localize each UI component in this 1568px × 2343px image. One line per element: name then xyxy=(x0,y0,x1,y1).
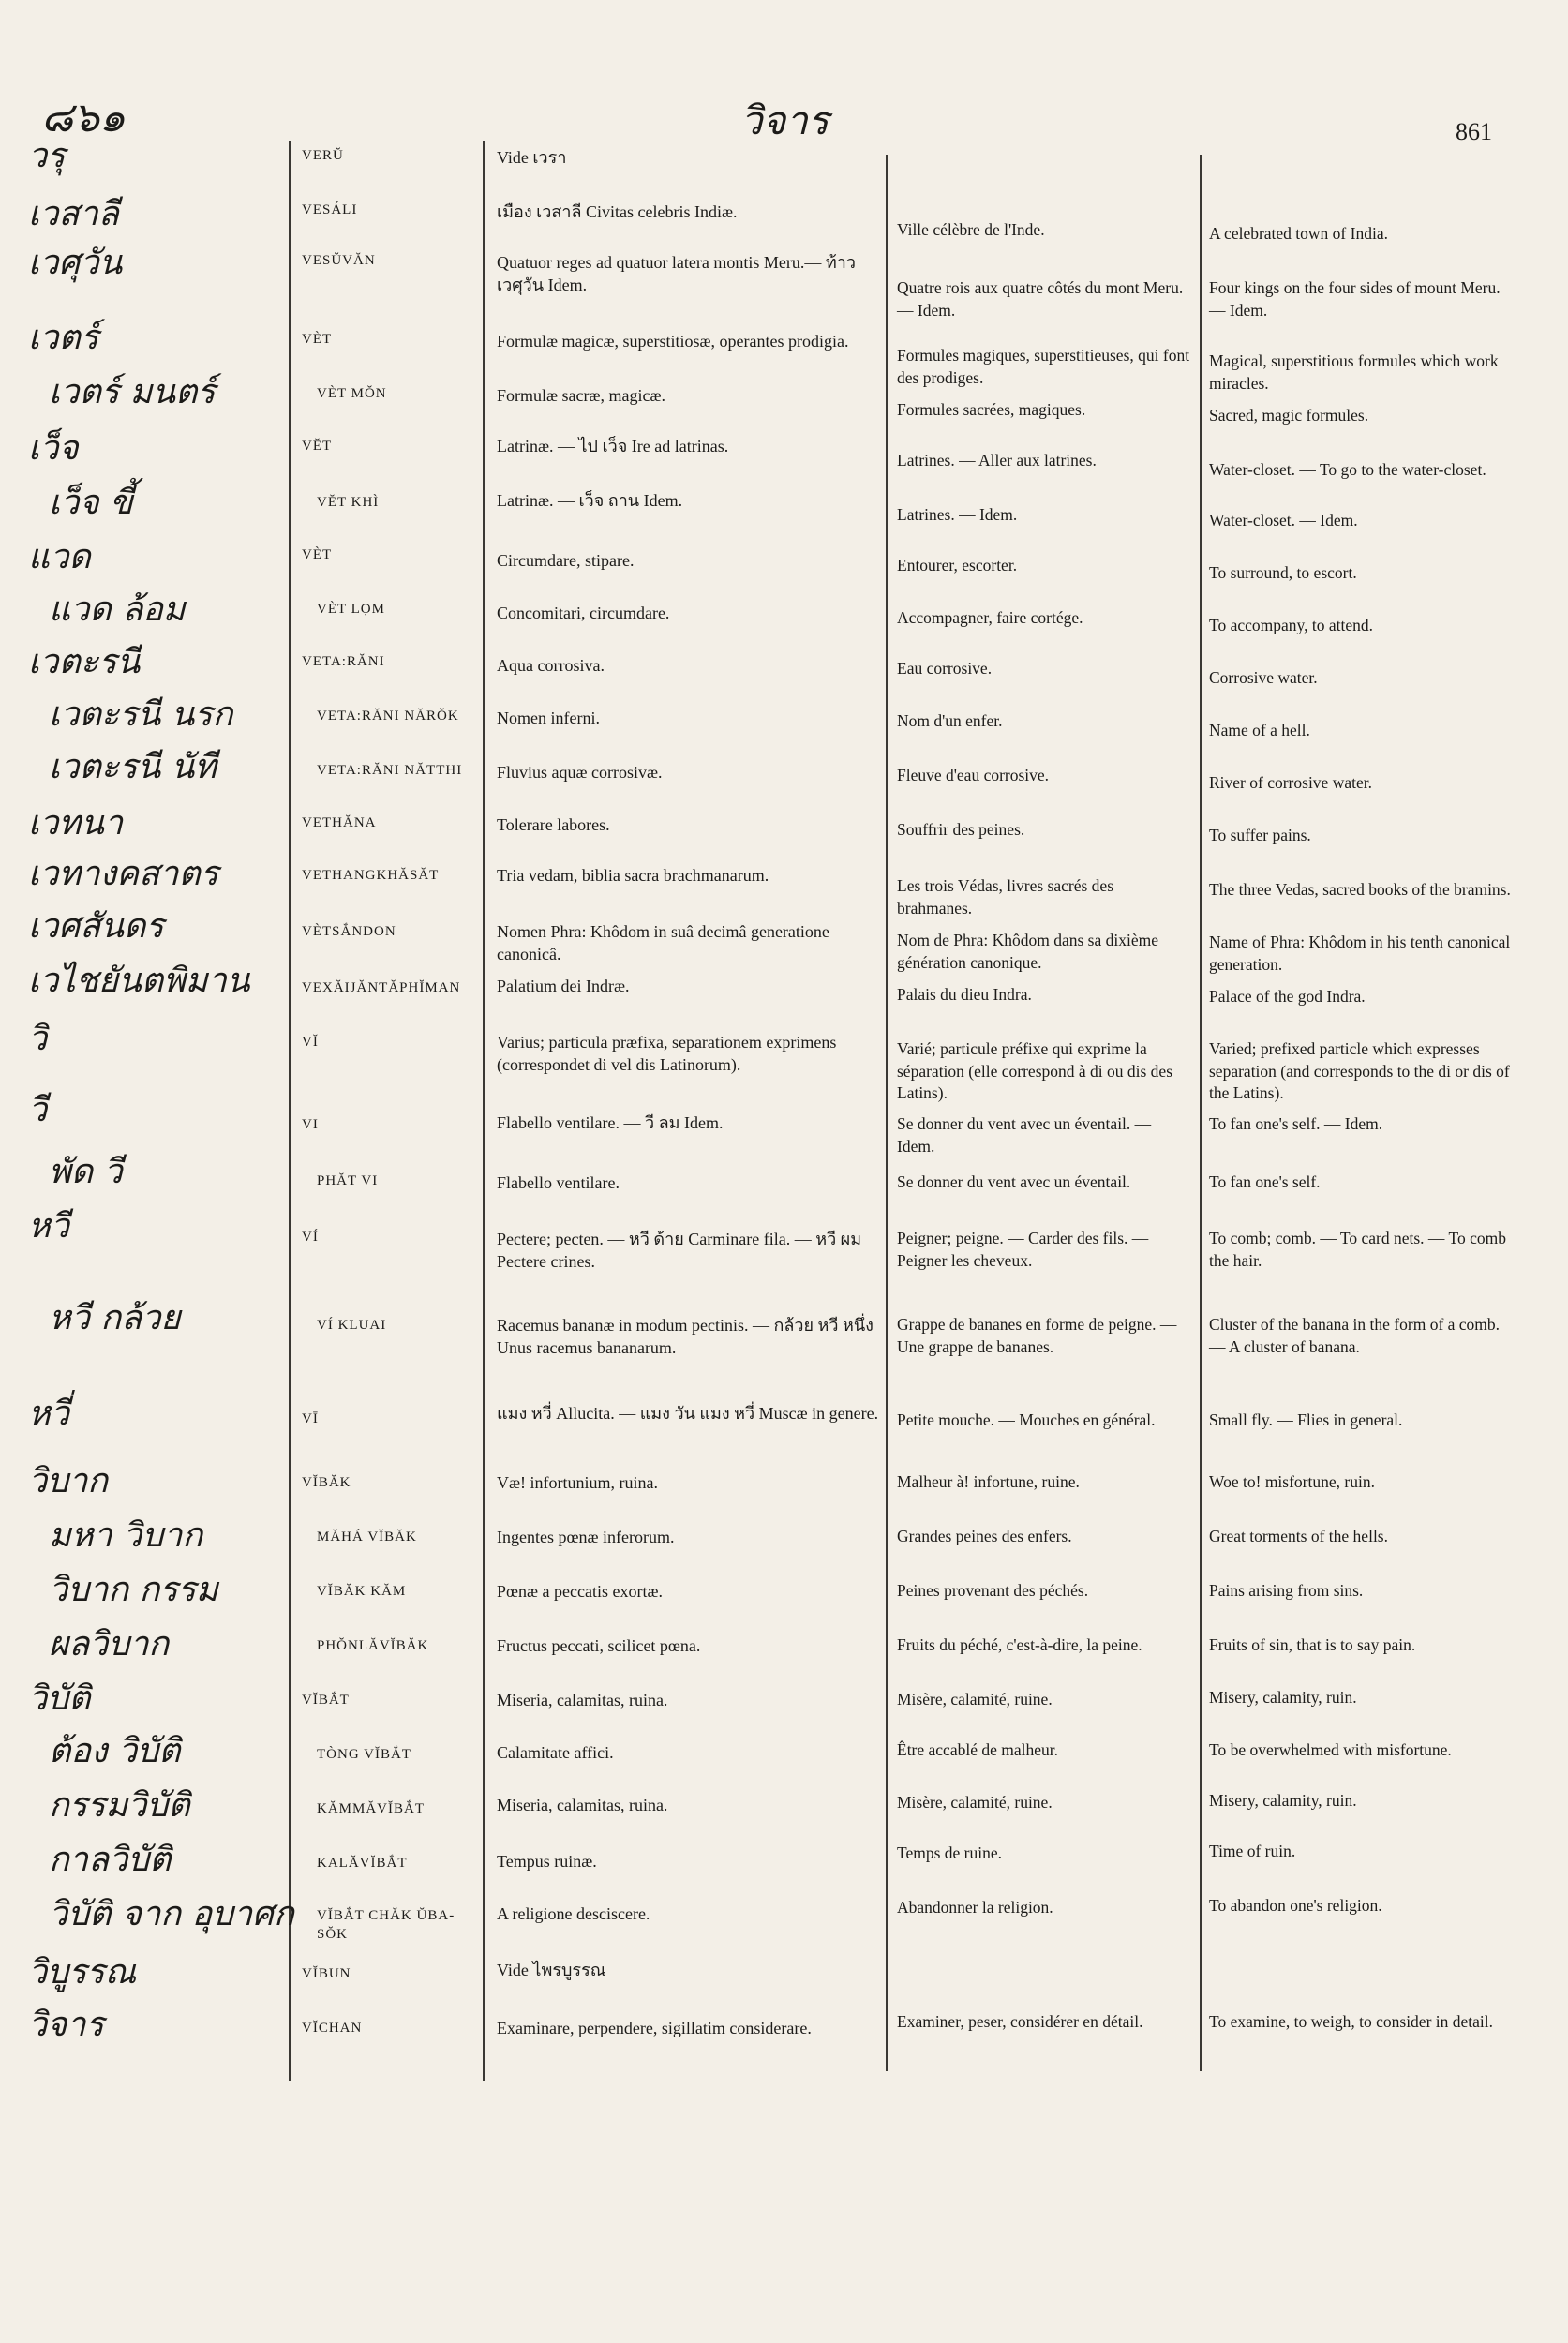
page-number: 861 xyxy=(1456,118,1492,145)
latin-definition: Væ! infortunium, ruina. xyxy=(497,1473,658,1492)
latin-definition: Vide เวรา xyxy=(497,148,567,167)
french-definition: Formules sacrées, magiques. xyxy=(897,400,1086,419)
english-definition: River of corrosive water. xyxy=(1209,773,1372,792)
romanization: VETHĂNA xyxy=(302,815,377,830)
thai-page-number: ๘๖๑ xyxy=(41,94,126,142)
romanization: VĬBĂK xyxy=(302,1475,351,1490)
english-definition: A celebrated town of India. xyxy=(1209,224,1388,243)
french-definition: Examiner, peser, considérer en détail. xyxy=(897,2012,1143,2031)
romanization: VESŬVĂN xyxy=(302,253,376,268)
french-definition: Entourer, escorter. xyxy=(897,556,1018,575)
romanization: VETA:RĂNI NĂRŎK xyxy=(317,709,459,724)
english-definition: Sacred, magic formules. xyxy=(1209,406,1369,425)
latin-definition: Racemus bananæ in modum pectinis. — กล้วย หวี หนึ่ง Unus racemus bananarum. xyxy=(497,1316,874,1358)
english-definition: Pains arising from sins. xyxy=(1209,1581,1364,1600)
thai-headword: เวสาลี xyxy=(28,195,119,233)
french-definition: Abandonner la religion. xyxy=(897,1898,1053,1917)
latin-definition: Formulæ sacræ, magicæ. xyxy=(497,386,665,405)
romanization: VESÁLI xyxy=(302,202,358,217)
french-definition: Grandes peines des enfers. xyxy=(897,1527,1072,1545)
romanization: TÒNG VĬBẮT xyxy=(317,1747,411,1762)
english-definition: Name of Phra: Khôdom in his tenth canonical generation. xyxy=(1209,933,1511,974)
thai-headword: เวศสันดร xyxy=(28,907,164,946)
romanization: VĬBẮT CHĂK ŬBA-SŎK xyxy=(317,1908,455,1943)
romanization: VÈTSẮNDON xyxy=(302,924,396,939)
guide-word: วิจาร xyxy=(740,97,829,143)
latin-definition: Palatium dei Indræ. xyxy=(497,977,630,995)
romanization: MĂHÁ VĬBĂK xyxy=(317,1530,417,1545)
thai-headword: วิบาก xyxy=(28,1462,109,1500)
romanization: VÍ xyxy=(302,1230,319,1245)
thai-headword: มหา วิบาก xyxy=(49,1516,203,1555)
latin-definition: Latrinæ. — ไป เว็จ Ire ad latrinas. xyxy=(497,437,729,455)
latin-definition: Varius; particula præfixa, separationem exprimens (correspondet di vel dis Latinorum). xyxy=(497,1033,837,1075)
thai-headword: วิบูรรณ xyxy=(28,1953,137,1992)
english-definition: Four kings on the four sides of mount Meru. — Idem. xyxy=(1209,278,1501,320)
latin-definition: Fluvius aquæ corrosivæ. xyxy=(497,763,663,782)
english-definition: To suffer pains. xyxy=(1209,826,1311,844)
english-definition: Palace of the god Indra. xyxy=(1209,987,1366,1006)
thai-headword: เวทนา xyxy=(28,804,124,843)
french-definition: Misère, calamité, ruine. xyxy=(897,1793,1053,1812)
romanization: VETHANGKHĂSĂT xyxy=(302,868,440,883)
romanization: VÍ KLUAI xyxy=(317,1318,387,1333)
english-definition: Name of a hell. xyxy=(1209,721,1310,739)
thai-headword: กรรมวิบัติ xyxy=(49,1786,190,1825)
latin-definition: Tolerare labores. xyxy=(497,815,610,834)
english-definition: To examine, to weigh, to consider in detail. xyxy=(1209,2012,1494,2031)
french-definition: Peigner; peigne. — Carder des fils. — Peigner les cheveux. xyxy=(897,1229,1149,1270)
latin-definition: Tempus ruinæ. xyxy=(497,1852,597,1871)
thai-headword: เวตะรนี นัที xyxy=(49,748,217,786)
romanization: VĬBĂK KĂM xyxy=(317,1584,407,1599)
latin-definition: Flabello ventilare. xyxy=(497,1173,620,1192)
thai-headword: ต้อง วิบัติ xyxy=(49,1732,181,1770)
french-definition: Quatre rois aux quatre côtés du mont Meru. — Idem. xyxy=(897,278,1184,320)
french-definition: Misère, calamité, ruine. xyxy=(897,1690,1053,1709)
thai-headword: หวี xyxy=(28,1207,69,1246)
romanization: VÈT LỌM xyxy=(317,602,385,617)
thai-headword: แวด xyxy=(28,538,91,576)
latin-definition: Miseria, calamitas, ruina. xyxy=(497,1691,668,1709)
latin-definition: Ingentes pœnæ inferorum. xyxy=(497,1528,675,1546)
french-definition: Nom de Phra: Khôdom dans sa dixième génération canonique. xyxy=(897,931,1158,972)
thai-headword: เว็จ xyxy=(28,429,79,468)
romanization: KĂMMĂVĬBẮT xyxy=(317,1801,425,1816)
thai-headword: วี xyxy=(28,1091,48,1129)
french-definition: Se donner du vent avec un éventail. xyxy=(897,1172,1131,1191)
french-definition: Se donner du vent avec un éventail. — Idem. xyxy=(897,1114,1152,1156)
latin-definition: เมือง เวสาลี Civitas celebris Indiæ. xyxy=(497,202,738,221)
thai-headword: เวตะรนี xyxy=(28,643,141,681)
french-definition: Malheur à! infortune, ruine. xyxy=(897,1472,1080,1491)
latin-definition: Pectere; pecten. — หวี ด้าย Carminare fila. — หวี ผม Pectere crines. xyxy=(497,1230,862,1272)
thai-headword: เวทางคสาตร xyxy=(28,855,219,893)
romanization: VEXĂIJĂNTĂPHĬMAN xyxy=(302,980,461,995)
latin-definition: Quatuor reges ad quatuor latera montis Meru.— ท้าว เวศุวัน Idem. xyxy=(497,253,856,295)
english-definition: To surround, to escort. xyxy=(1209,563,1357,582)
english-definition: Fruits of sin, that is to say pain. xyxy=(1209,1635,1416,1654)
french-definition: Fleuve d'eau corrosive. xyxy=(897,766,1050,784)
romanization: VĬ xyxy=(302,1035,319,1050)
french-definition: Temps de ruine. xyxy=(897,1843,1003,1862)
english-definition: Misery, calamity, ruin. xyxy=(1209,1791,1357,1810)
thai-headword: ผลวิบาก xyxy=(49,1625,170,1664)
latin-definition: Circumdare, stipare. xyxy=(497,551,635,570)
english-definition: Great torments of the hells. xyxy=(1209,1527,1388,1545)
french-definition: Eau corrosive. xyxy=(897,659,993,678)
english-definition: To fan one's self. — Idem. xyxy=(1209,1114,1383,1133)
latin-definition: Miseria, calamitas, ruina. xyxy=(497,1796,668,1814)
english-definition: Time of ruin. xyxy=(1209,1842,1296,1860)
english-definition: To be overwhelmed with misfortune. xyxy=(1209,1740,1452,1759)
english-definition: Small fly. — Flies in general. xyxy=(1209,1410,1403,1429)
thai-headword: เวศุวัน xyxy=(28,244,123,282)
romanization: VĬBUN xyxy=(302,1966,351,1981)
thai-headword: เวตร์ xyxy=(28,319,99,357)
thai-headword: พัด วี xyxy=(49,1153,123,1191)
romanization: VĔT KHÌ xyxy=(317,495,380,510)
latin-definition: Pœnæ a peccatis exortæ. xyxy=(497,1582,663,1601)
thai-headword: วิบาก กรรม xyxy=(49,1571,218,1609)
french-definition: Latrines. — Aller aux latrines. xyxy=(897,451,1097,470)
latin-definition: Fructus peccati, scilicet pœna. xyxy=(497,1636,701,1655)
thai-headword: วิบัติ xyxy=(28,1679,91,1718)
romanization: VĬCHAN xyxy=(302,2021,363,2036)
latin-definition: Aqua corrosiva. xyxy=(497,656,605,675)
romanization: PHŎNLĂVĬBĂK xyxy=(317,1638,429,1653)
romanization: VĔT xyxy=(302,439,333,454)
thai-headword: วรุ xyxy=(28,137,66,175)
thai-headword: วิบัติ จาก อุบาศก xyxy=(49,1895,294,1933)
thai-headword: วิ xyxy=(28,1020,48,1058)
french-definition: Varié; particule préfixe qui exprime la séparation (elle correspond à di ou dis des Latins). xyxy=(897,1039,1173,1103)
latin-definition: Calamitate affici. xyxy=(497,1743,614,1762)
latin-definition: Examinare, perpendere, sigillatim considerare. xyxy=(497,2019,812,2037)
english-definition: Varied; prefixed particle which expresses separation (and corresponds to the di or dis of the Latins). xyxy=(1209,1039,1510,1103)
french-definition: Grappe de bananes en forme de peigne. — Une grappe de bananes. xyxy=(897,1315,1177,1356)
french-definition: Fruits du péché, c'est-à-dire, la peine. xyxy=(897,1635,1142,1654)
latin-definition: Concomitari, circumdare. xyxy=(497,604,670,622)
french-definition: Souffrir des peines. xyxy=(897,820,1025,839)
english-definition: Water-closet. — To go to the water-closet. xyxy=(1209,460,1486,479)
english-definition: The three Vedas, sacred books of the bramins. xyxy=(1209,880,1511,899)
romanization: VETA:RĂNI NĂTTHI xyxy=(317,763,463,778)
latin-definition: Formulæ magicæ, superstitiosæ, operantes prodigia. xyxy=(497,332,849,351)
english-definition: Misery, calamity, ruin. xyxy=(1209,1688,1357,1707)
thai-headword: เว็จ ขี้ xyxy=(49,484,133,522)
french-definition: Accompagner, faire cortége. xyxy=(897,608,1083,627)
latin-definition: Flabello ventilare. — วี ลม Idem. xyxy=(497,1113,724,1132)
french-definition: Ville célèbre de l'Inde. xyxy=(897,220,1045,239)
french-definition: Latrines. — Idem. xyxy=(897,505,1018,524)
thai-headword: หวี่ xyxy=(28,1395,69,1433)
romanization: VĬBẮT xyxy=(302,1693,350,1708)
english-definition: To fan one's self. xyxy=(1209,1172,1321,1191)
romanization: PHĂT VI xyxy=(317,1173,379,1188)
romanization: VETA:RĂNI xyxy=(302,654,385,669)
latin-definition: Latrinæ. — เว็จ ถาน Idem. xyxy=(497,491,683,510)
romanization: VERŬ xyxy=(302,148,344,163)
english-definition: To comb; comb. — To card nets. — To comb the hair. xyxy=(1209,1229,1506,1270)
french-definition: Palais du dieu Indra. xyxy=(897,985,1032,1004)
romanization: VÈT MŎN xyxy=(317,386,387,401)
thai-headword: กาลวิบัติ xyxy=(49,1841,172,1879)
french-definition: Peines provenant des péchés. xyxy=(897,1581,1089,1600)
english-definition: Woe to! misfortune, ruin. xyxy=(1209,1472,1375,1491)
english-definition: To abandon one's religion. xyxy=(1209,1896,1382,1915)
english-definition: Water-closet. — Idem. xyxy=(1209,511,1358,530)
french-definition: Petite mouche. — Mouches en général. xyxy=(897,1410,1156,1429)
romanization: VÈT xyxy=(302,332,333,347)
latin-definition: Tria vedam, biblia sacra brachmanarum. xyxy=(497,866,769,885)
english-definition: Corrosive water. xyxy=(1209,668,1318,687)
thai-headword: เวตร์ มนตร์ xyxy=(49,373,216,411)
english-definition: Cluster of the banana in the form of a comb. — A cluster of banana. xyxy=(1209,1315,1501,1356)
thai-headword: แวด ล้อม xyxy=(49,590,186,629)
latin-definition: Nomen inferni. xyxy=(497,709,600,727)
french-definition: Formules magiques, superstitieuses, qui font des prodiges. xyxy=(897,346,1190,387)
romanization: VÈT xyxy=(302,547,333,562)
french-definition: Être accablé de malheur. xyxy=(897,1740,1058,1759)
latin-definition: Nomen Phra: Khôdom in suâ decimâ generatione canonicâ. xyxy=(497,922,829,964)
thai-headword: เวไชยันตพิมาน xyxy=(28,962,250,1000)
romanization: KALĂVĬBẮT xyxy=(317,1856,408,1871)
romanization: VI xyxy=(302,1117,319,1132)
latin-definition: Vide ไพรบูรรณ xyxy=(497,1961,606,1979)
english-definition: To accompany, to attend. xyxy=(1209,616,1374,634)
thai-headword: หวี กล้วย xyxy=(49,1299,181,1337)
english-definition: Magical, superstitious formules which work miracles. xyxy=(1209,351,1499,393)
latin-definition: A religione desciscere. xyxy=(497,1904,650,1923)
latin-definition: แมง หวี่ Allucita. — แมง วัน แมง หวี่ Muscæ in genere. xyxy=(497,1404,879,1423)
french-definition: Nom d'un enfer. xyxy=(897,711,1003,730)
french-definition: Les trois Védas, livres sacrés des brahmanes. xyxy=(897,876,1114,918)
thai-headword: วิจาร xyxy=(28,2006,104,2044)
romanization: VĪ xyxy=(302,1411,319,1426)
thai-headword: เวตะรนี นรก xyxy=(49,695,233,734)
